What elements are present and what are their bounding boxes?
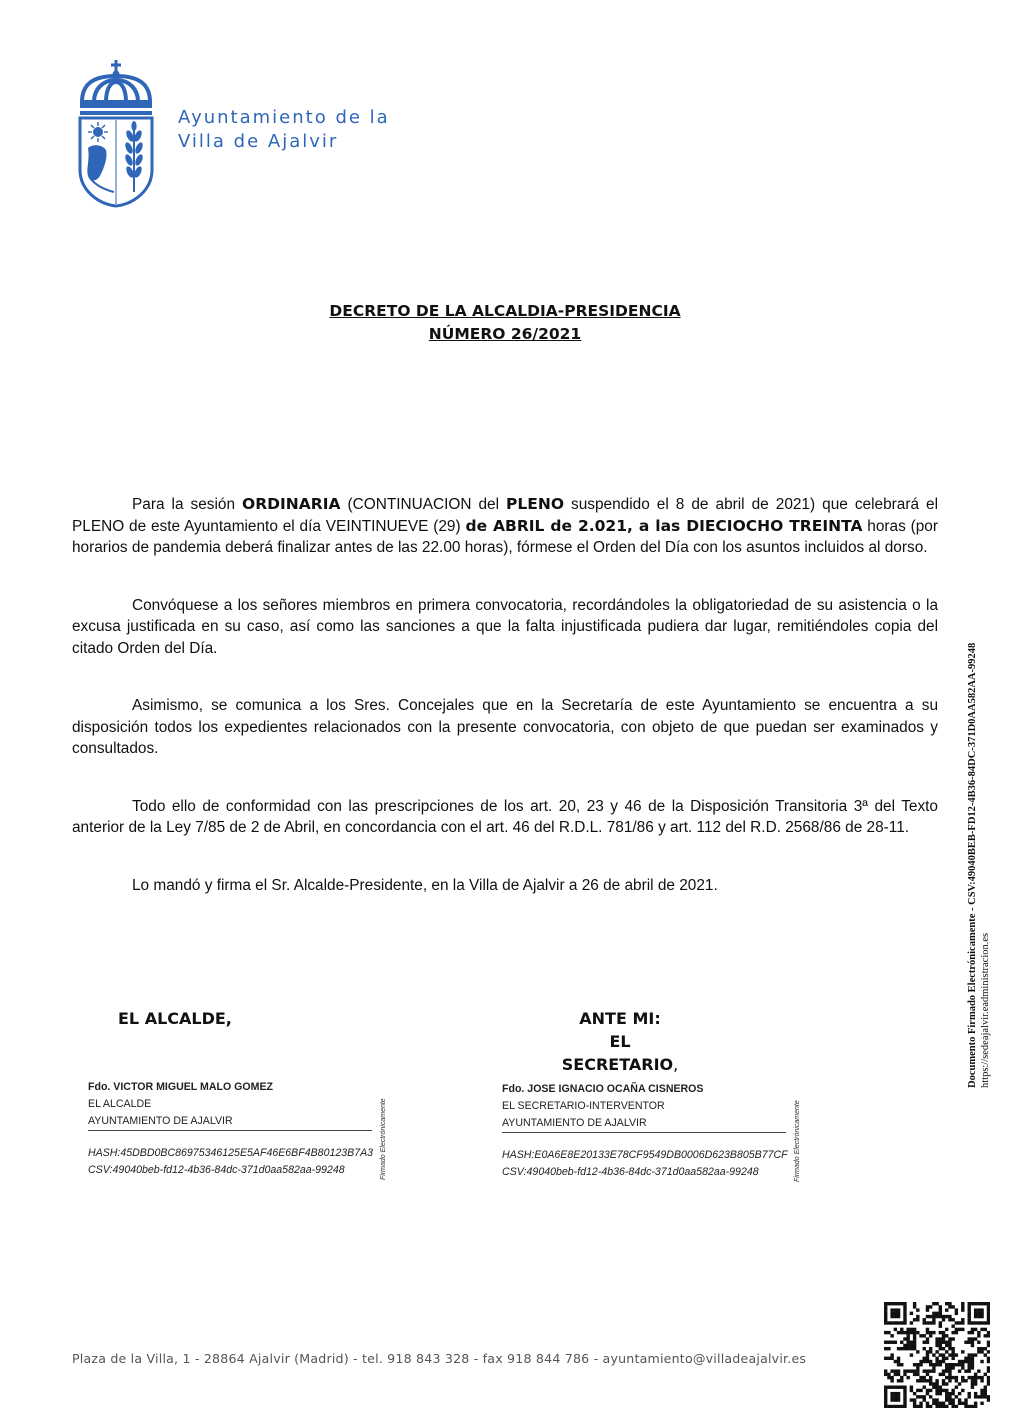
mayor-signature-block xyxy=(88,1079,372,1179)
coat-of-arms-icon xyxy=(76,60,156,208)
footer-contact: Plaza de la Villa, 1 - 28864 Ajalvir (Madrid) - tel. 918 843 328 - fax 918 844 786 - ayuntamiento@villadeajalvir.es xyxy=(72,1351,807,1366)
secretary-hash: HASH:E0A6E8E20133E78CF9549DB0006D623B805B77CF xyxy=(502,1149,788,1161)
p1-text-e: suspendido el 8 de abril de 2021) que celebrará el PLENO de este Ayuntamiento el día VEINTINUEVE (29) xyxy=(72,496,939,535)
paragraph-2: Convóquese a los señores miembros en primera convocatoria, recordándoles la obligatoriedad de su asistencia o la excusa justificada en su caso, así como las sanciones a que la falta injustificada pudiera dar lugar, remitiéndoles copia del citado Orden del Día. xyxy=(72,596,938,657)
mayor-csv: CSV:49040beb-fd12-4b36-84dc-371d0aa582aa-99248 xyxy=(88,1164,345,1176)
witness-heading-line2 xyxy=(560,1030,680,1076)
mayor-hash: HASH:45DBD0BC86975346125E5AF46E6BF4B80123B7A3 xyxy=(88,1147,374,1159)
secretary-entity: AYUNTAMIENTO DE AJALVIR xyxy=(502,1115,786,1133)
mayor-role: EL ALCALDE xyxy=(88,1098,152,1110)
organization-name-line2: Villa de Ajalvir xyxy=(178,131,339,152)
mayor-signed-label: Firmado Electrónicamente xyxy=(380,1098,387,1180)
csv-notice: Documento Firmado Electrónicamente - CSV:49040BEB-FD12-4B36-84DC-371D0AA582AA-99248 xyxy=(967,642,978,1088)
secretary-heading: EL SECRETARIO xyxy=(561,1032,674,1074)
secretary-name: Fdo. JOSE IGNACIO OCAÑA CISNEROS xyxy=(502,1083,704,1095)
p1-bold-pleno: PLENO xyxy=(506,495,565,513)
qr-code-icon xyxy=(884,1302,990,1408)
secretary-signed-label: Firmado Electrónicamente xyxy=(794,1100,801,1182)
paragraph-1 xyxy=(72,494,938,559)
witness-heading-line1: ANTE MI: xyxy=(579,1009,661,1028)
paragraph-4: Todo ello de conformidad con las prescripciones de los art. 20, 23 y 46 de la Disposición Transitoria 3ª del Texto anterior de la Ley 7/85 de 2 de Abril, en concordancia con el art. 46 del R.D.L. 781/86 y art. 112 del R.D. 2568/86 de 28-11. xyxy=(72,797,938,836)
document-title xyxy=(0,300,1010,346)
mayor-entity: AYUNTAMIENTO DE AJALVIR xyxy=(88,1113,372,1131)
organization-name-line1: Ayuntamiento de la xyxy=(178,107,390,128)
secretary-signature-block xyxy=(502,1081,786,1181)
organization-name xyxy=(178,106,390,154)
paragraph-5: Lo mandó y firma el Sr. Alcalde-Presidente, en la Villa de Ajalvir a 26 de abril de 2021. xyxy=(132,876,718,894)
electronic-signature-notice xyxy=(966,643,992,1088)
p1-text-g: horas (por horarios de pandemia deberá finalizar antes de las 22.00 horas), fórmese el Orden del Día con los asuntos incluidos al dorso. xyxy=(72,517,938,556)
title-line2: NÚMERO 26/2021 xyxy=(428,325,582,343)
p1-bold-session: ORDINARIA xyxy=(242,495,341,513)
secretary-csv: CSV:49040beb-fd12-4b36-84dc-371d0aa582aa-99248 xyxy=(502,1166,759,1178)
mayor-name: Fdo. VICTOR MIGUEL MALO GOMEZ xyxy=(88,1081,273,1093)
p1-text-a: Para la sesión xyxy=(132,496,243,513)
title-line1: DECRETO DE LA ALCALDIA-PRESIDENCIA xyxy=(329,302,681,320)
witness-heading xyxy=(560,1007,680,1076)
secretary-role: EL SECRETARIO-INTERVENTOR xyxy=(502,1100,665,1112)
mayor-heading: EL ALCALDE, xyxy=(118,1009,232,1028)
p1-bold-date: de ABRIL de 2.021, a las DIECIOCHO TREINTA xyxy=(465,516,863,535)
p1-text-c: (CONTINUACION del xyxy=(340,496,507,513)
secretary-heading-comma: , xyxy=(673,1055,679,1074)
paragraph-3: Asimismo, se comunica a los Sres. Concejales que en la Secretaría de este Ayuntamiento se encuentra a su disposición todos los expedientes relacionados con la presente convocatoria, con objeto de que puedan ser examinados y consultados. xyxy=(72,697,938,757)
document-body xyxy=(72,494,938,932)
verification-url[interactable]: https://sedeajalvir.eadministracion.es xyxy=(980,932,991,1088)
